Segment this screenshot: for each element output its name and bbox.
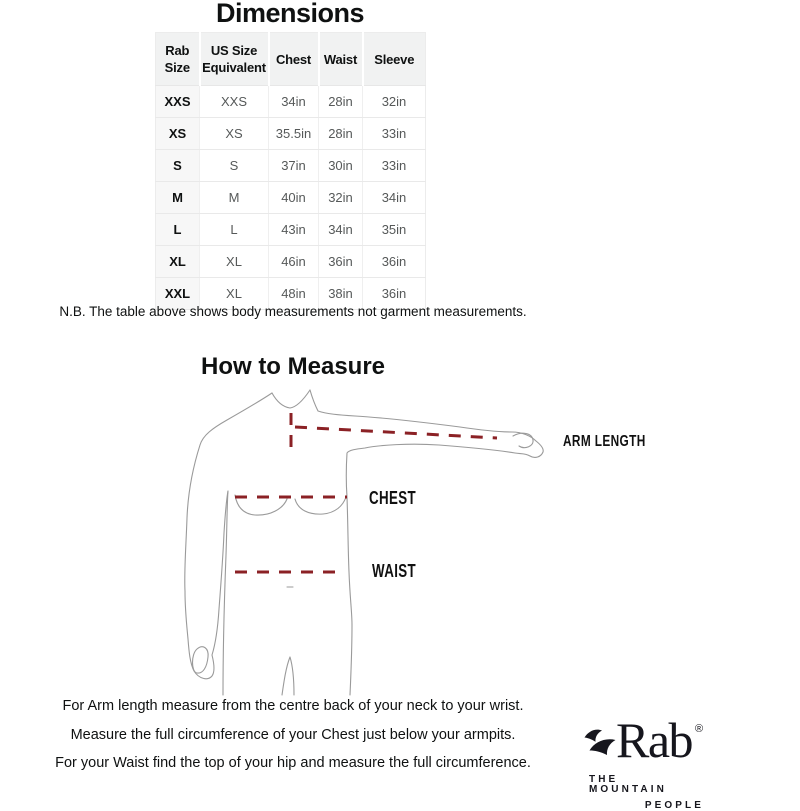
table-cell: 32in: [319, 182, 363, 214]
table-cell: XXS: [156, 86, 200, 118]
table-cell: XS: [200, 118, 269, 150]
torso-left-line: [223, 491, 228, 695]
table-row: [156, 150, 426, 182]
table-cell: M: [156, 182, 200, 214]
table-cell: 32in: [363, 86, 426, 118]
table-cell: S: [200, 150, 269, 182]
instruction-arm-length: For Arm length measure from the centre back of your neck to your wrist.: [62, 698, 524, 714]
right-hand-notch: [513, 433, 533, 447]
table-cell: 34in: [269, 86, 319, 118]
brand-tagline: [589, 774, 704, 811]
table-header-cell: Chest: [269, 33, 319, 86]
crotch-line: [282, 657, 294, 695]
table-cell: 48in: [269, 278, 319, 310]
dimensions-title: Dimensions: [215, 0, 365, 28]
brand-wordmark: Rab: [616, 712, 693, 768]
body-outline-figure: [175, 385, 550, 695]
table-cell: XL: [200, 246, 269, 278]
table-cell: 34in: [363, 182, 426, 214]
arm-length-label: ARM LENGTH: [563, 433, 646, 450]
table-cell: 35.5in: [269, 118, 319, 150]
table-cell: L: [200, 214, 269, 246]
table-cell: XXL: [156, 278, 200, 310]
waist-label: WAIST: [372, 561, 417, 581]
table-cell: XXS: [200, 86, 269, 118]
measuring-instructions: [0, 699, 586, 785]
table-cell: 36in: [363, 278, 426, 310]
arm-length-dash-line: [295, 427, 497, 438]
table-cell: 43in: [269, 214, 319, 246]
table-cell: 28in: [319, 86, 363, 118]
table-header-cell: US Size Equivalent: [200, 33, 269, 86]
table-cell: 28in: [319, 118, 363, 150]
table-cell: S: [156, 150, 200, 182]
brand-tagline-line1: THE MOUNTAIN: [589, 774, 667, 795]
table-cell: M: [200, 182, 269, 214]
table-row: [156, 86, 426, 118]
neck-line: [272, 390, 310, 408]
table-cell: 35in: [363, 214, 426, 246]
table-cell: L: [156, 214, 200, 246]
table-cell: 33in: [363, 150, 426, 182]
table-cell: 36in: [319, 246, 363, 278]
body-measurements-note: N.B. The table above shows body measurements not garment measurements.: [59, 304, 527, 319]
table-header-cell: Sleeve: [363, 33, 426, 86]
right-pec-line: [295, 497, 346, 514]
size-table: [155, 32, 426, 310]
table-row: [156, 118, 426, 150]
table-cell: 40in: [269, 182, 319, 214]
right-outline-line: [310, 390, 543, 695]
how-to-measure-title: How to Measure: [200, 353, 386, 380]
table-cell: XL: [200, 278, 269, 310]
left-hand-notch: [193, 647, 209, 673]
table-row: [156, 214, 426, 246]
table-row: [156, 182, 426, 214]
size-table-container: [155, 32, 425, 310]
table-cell: 36in: [363, 246, 426, 278]
table-cell: 30in: [319, 150, 363, 182]
table-header-cell: Waist: [319, 33, 363, 86]
chest-label: CHEST: [369, 488, 417, 508]
table-cell: 33in: [363, 118, 426, 150]
brand-tagline-line2: PEOPLE: [644, 800, 704, 811]
left-arm-line: [185, 393, 272, 679]
table-cell: 34in: [319, 214, 363, 246]
instruction-chest: Measure the full circumference of your Chest just below your armpits.: [70, 726, 516, 743]
table-header-cell: Rab Size: [156, 33, 200, 86]
table-cell: 38in: [319, 278, 363, 310]
table-cell: 37in: [269, 150, 319, 182]
table-cell: XS: [156, 118, 200, 150]
table-row: [156, 246, 426, 278]
instruction-waist: For your Waist find the top of your hip and measure the full circumference.: [55, 755, 531, 771]
table-cell: 46in: [269, 246, 319, 278]
table-cell: XL: [156, 246, 200, 278]
registered-trademark-symbol: ®: [695, 723, 704, 735]
table-header-row: [156, 33, 426, 86]
